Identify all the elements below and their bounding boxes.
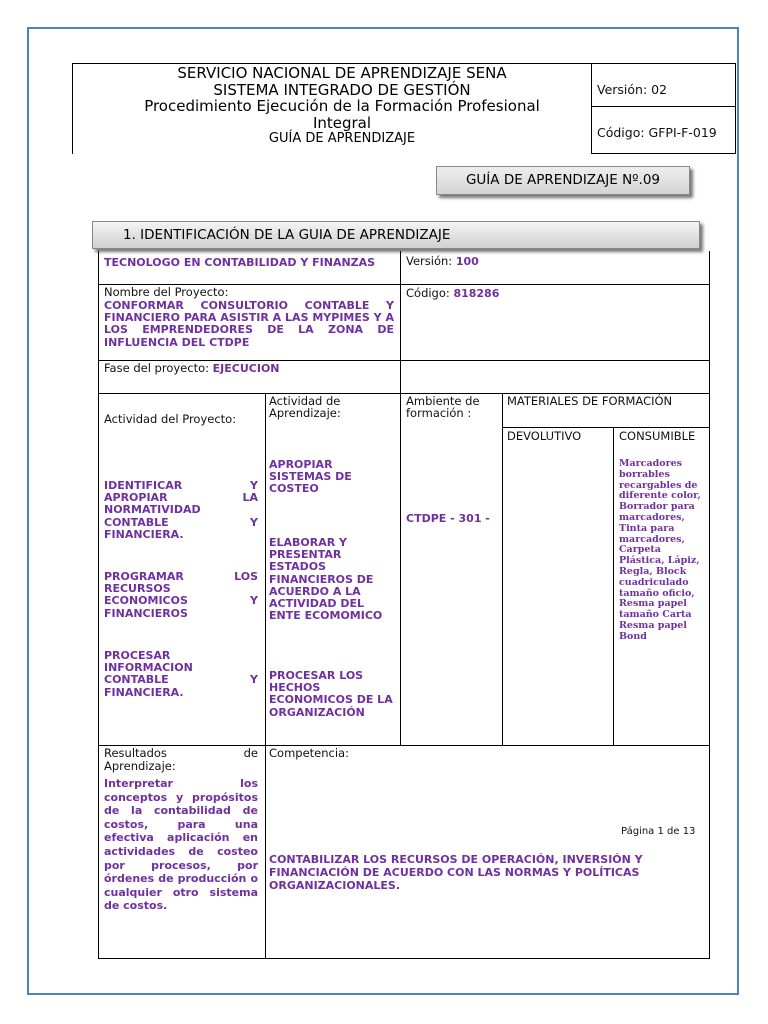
consumible-label: CONSUMIBLE <box>619 429 696 443</box>
section-title: 1. IDENTIFICACIÓN DE LA GUIA DE APRENDIZAJE <box>92 221 700 249</box>
resultados-value: Interpretar los conceptos y propósitos de la contabilidad de costos, para una efectiva aplicación en actividades de costeo por procesos, por órdenes de producción o cualquier otro sistema de costos. <box>104 777 258 913</box>
resultados-label: Resultados de Aprendizaje: <box>104 746 258 773</box>
actividad-aprendizaje-item-3: PROCESAR LOS HECHOS ECONOMICOS DE LA ORGANIZACIÓN <box>269 669 393 719</box>
col-divider-consumible <box>613 427 614 745</box>
project-codigo-label: Código: <box>406 286 450 300</box>
program-version-value: 100 <box>455 255 479 268</box>
header-title-block <box>92 65 592 148</box>
consumible-value: Marcadores borrables recargables de diferente color, Borrador para marcadores, Tinta para marcadores, Carpeta Plástica, Lápiz, Regla, Block cuadriculado tamaño oficio, Resma papel tamaño Carta Resma papel Bond <box>619 458 701 642</box>
header-line-2: SISTEMA INTEGRADO DE GESTIÓN <box>213 80 471 99</box>
program-version-label: Versión: <box>406 254 453 268</box>
header-version: Versión: 02 <box>597 82 668 97</box>
program-version <box>406 255 479 268</box>
ambiente-label: Ambiente de formación : <box>406 394 480 420</box>
header-left-rule <box>72 63 73 154</box>
col-divider-top <box>400 251 401 393</box>
col-divider-materiales <box>502 393 503 745</box>
project-codigo-value: 818286 <box>453 287 500 300</box>
materiales-divider <box>502 427 710 428</box>
project-fase <box>104 362 280 375</box>
project-fase-value: EJECUCION <box>212 362 280 375</box>
actividad-proyecto-item-3: PROCESAR INFORMACION CONTABLE Y FINANCIERA. <box>104 649 258 699</box>
actividad-aprendizaje-item-2: ELABORAR Y PRESENTAR ESTADOS FINANCIEROS DE ACUERDO A LA ACTIVIDAD DEL ENTE ECOMOMICO <box>269 536 383 623</box>
header-line-5: GUÍA DE APRENDIZAJE <box>268 131 416 146</box>
header-codigo: Código: GFPI-F-019 <box>597 125 717 140</box>
page-footer: Página 1 de 13 <box>621 826 696 837</box>
version-divider <box>592 106 735 107</box>
competencia-value: CONTABILIZAR LOS RECURSOS DE OPERACIÓN, INVERSIÓN Y FINANCIACIÓN DE ACUERDO CON LAS NORMAS Y POLÍTICAS ORGANIZACIONALES. <box>269 853 643 892</box>
materiales-label: MATERIALES DE FORMACIÓN <box>507 394 673 408</box>
table-border-bottom <box>98 958 710 959</box>
table-border-right <box>709 251 710 959</box>
actividad-proyecto-label: Actividad del Proyecto: <box>104 412 237 426</box>
actividad-aprendizaje-label: Actividad de Aprendizaje: <box>269 394 341 420</box>
header-line-1: SERVICIO NACIONAL DE APRENDIZAJE SENA <box>177 64 507 82</box>
guia-number-label: GUÍA DE APRENDIZAJE Nº.09 <box>436 166 690 195</box>
header-line-3: Procedimiento Ejecución de la Formación Profesional <box>144 97 540 115</box>
project-fase-label: Fase del proyecto: <box>104 361 209 375</box>
project-name-label: Nombre del Proyecto: <box>104 285 229 299</box>
devolutivo-label: DEVOLUTIVO <box>507 429 582 443</box>
table-border-left <box>98 251 99 959</box>
program-name: TECNOLOGO EN CONTABILIDAD Y FINANZAS <box>104 256 376 269</box>
project-codigo <box>406 287 499 300</box>
col-divider-actividad <box>265 393 266 959</box>
actividad-proyecto-item-1: IDENTIFICAR Y APROPIAR LA NORMATIVIDAD CONTABLE Y FINANCIERA. <box>104 479 258 541</box>
project-name-value: CONFORMAR CONSULTORIO CONTABLE Y FINANCIERO PARA ASISTIR A LAS MYPIMES Y A LOS EMPRENDEDORES DE LA ZONA DE INFLUENCIA DEL CTDPE <box>104 299 394 349</box>
header-line-4: Integral <box>312 113 372 132</box>
identification-table <box>98 251 710 959</box>
actividad-proyecto-item-2: PROGRAMAR LOS RECURSOS ECONOMICOS Y FINANCIEROS <box>104 570 258 620</box>
competencia-label: Competencia: <box>269 746 349 760</box>
ambiente-value: CTDPE - 301 - <box>406 512 490 525</box>
actividad-aprendizaje-item-1: APROPIAR SISTEMAS DE COSTEO <box>269 458 352 496</box>
col-divider-ambiente <box>400 393 401 745</box>
version-box <box>591 63 736 154</box>
